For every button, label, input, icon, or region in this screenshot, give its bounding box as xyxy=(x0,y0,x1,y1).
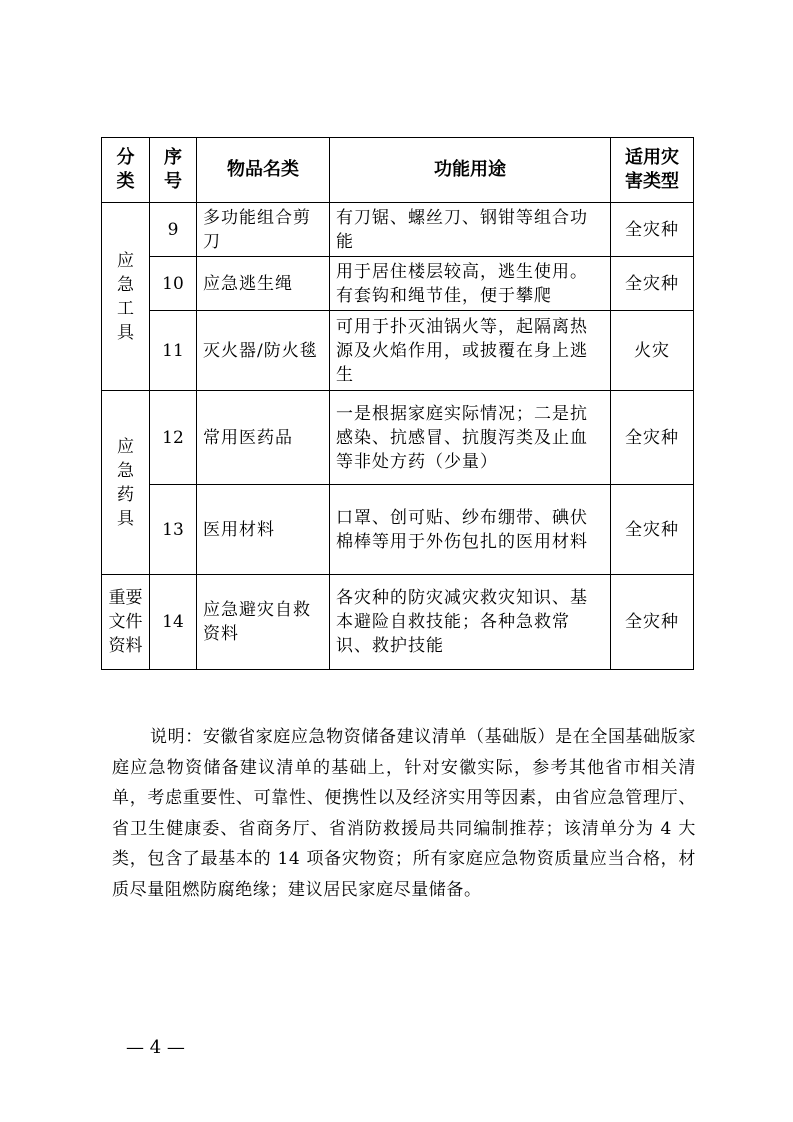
table-row xyxy=(102,391,694,485)
table-row xyxy=(102,575,694,670)
row-number: 11 xyxy=(150,311,197,391)
row-disaster: 火灾 xyxy=(611,311,694,391)
row-name: 常用医药品 xyxy=(197,391,330,485)
row-disaster: 全灾种 xyxy=(611,203,694,257)
row-name: 医用材料 xyxy=(197,485,330,575)
header-function: 功能用途 xyxy=(330,138,611,203)
header-name: 物品名类 xyxy=(197,138,330,203)
header-category: 分类 xyxy=(102,138,150,203)
table-header-row xyxy=(102,138,694,203)
row-function: 用于居住楼层较高，逃生使用。有套钩和绳节佳，便于攀爬 xyxy=(330,257,611,311)
emergency-supplies-table xyxy=(101,137,694,670)
row-disaster: 全灾种 xyxy=(611,485,694,575)
category-cell-tools: 应急工具 xyxy=(102,203,150,391)
note-paragraph xyxy=(112,722,696,905)
row-disaster: 全灾种 xyxy=(611,575,694,670)
page-number: — 4 — xyxy=(126,1037,185,1058)
row-number: 14 xyxy=(150,575,197,670)
category-cell-documents: 重要文件资料 xyxy=(102,575,150,670)
table-row xyxy=(102,311,694,391)
row-function: 可用于扑灭油锅火等，起隔离热源及火焰作用，或披覆在身上逃生 xyxy=(330,311,611,391)
row-function: 口罩、创可贴、纱布绷带、碘伏棉棒等用于外伤包扎的医用材料 xyxy=(330,485,611,575)
row-disaster: 全灾种 xyxy=(611,257,694,311)
row-function: 有刀锯、螺丝刀、钢钳等组合功能 xyxy=(330,203,611,257)
header-disaster: 适用灾害类型 xyxy=(611,138,694,203)
row-name: 应急逃生绳 xyxy=(197,257,330,311)
note-text: 说明：安徽省家庭应急物资储备建议清单（基础版）是在全国基础版家庭应急物资储备建议清单的基础上，针对安徽实际，参考其他省市相关清单，考虑重要性、可靠性、便携性以及经济实用等因素，由省应急管理厅、省卫生健康委、省商务厅、省消防救援局共同编制推荐；该清单分为 4 大类，包含了最基本的 14 项备灾物资；所有家庭应急物资质量应当合格，材质尽量阻燃防腐绝缘；建议居民家庭尽量储备。 xyxy=(112,727,696,900)
category-cell-medicine: 应急药具 xyxy=(102,391,150,575)
row-name: 灭火器/防火毯 xyxy=(197,311,330,391)
row-number: 10 xyxy=(150,257,197,311)
header-number: 序号 xyxy=(150,138,197,203)
row-number: 13 xyxy=(150,485,197,575)
row-function: 一是根据家庭实际情况；二是抗感染、抗感冒、抗腹泻类及止血等非处方药（少量） xyxy=(330,391,611,485)
row-disaster: 全灾种 xyxy=(611,391,694,485)
row-number: 12 xyxy=(150,391,197,485)
row-function: 各灾种的防灾减灾救灾知识、基本避险自救技能；各种急救常识、救护技能 xyxy=(330,575,611,670)
row-name: 多功能组合剪刀 xyxy=(197,203,330,257)
table-row xyxy=(102,203,694,257)
table-row xyxy=(102,485,694,575)
row-name: 应急避灾自救资料 xyxy=(197,575,330,670)
row-number: 9 xyxy=(150,203,197,257)
table-row xyxy=(102,257,694,311)
